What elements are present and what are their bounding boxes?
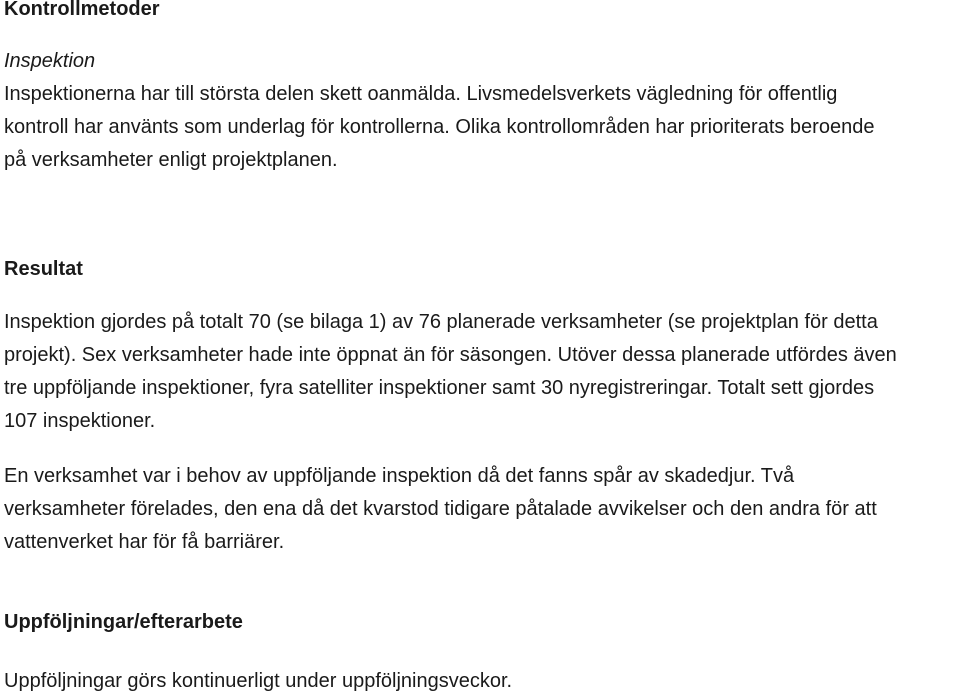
paragraph-line: tre uppföljande inspektioner, fyra satelliter inspektioner samt 30 nyregistreringar. Totalt sett gjordes	[4, 377, 875, 399]
section-heading-resultat: Resultat	[4, 258, 83, 280]
section-heading-kontrollmetoder: Kontrollmetoder	[4, 0, 160, 20]
paragraph-line: vattenverket har för få barriärer.	[4, 531, 285, 553]
paragraph-line: 107 inspektioner.	[4, 410, 156, 432]
paragraph-line: på verksamheter enligt projektplanen.	[4, 149, 338, 171]
paragraph-resultat-1	[4, 306, 897, 438]
paragraph-line: kontroll har använts som underlag för kontrollerna. Olika kontrollområden har prioriterats beroende	[4, 116, 875, 138]
paragraph-kontrollmetoder	[4, 78, 874, 177]
paragraph-line: En verksamhet var i behov av uppföljande inspektion då det fanns spår av skadedjur. Två	[4, 465, 795, 487]
paragraph-line: Inspektion gjordes på totalt 70 (se bilaga 1) av 76 planerade verksamheter (se projektplan för detta	[4, 311, 878, 333]
paragraph-line: Uppföljningar görs kontinuerligt under uppföljningsveckor.	[4, 670, 513, 692]
paragraph-uppfoljningar	[4, 665, 512, 698]
paragraph-resultat-2	[4, 460, 877, 559]
subheading-inspektion: Inspektion	[4, 50, 96, 72]
paragraph-line: Inspektionerna har till största delen skett oanmälda. Livsmedelsverkets vägledning för offentlig	[4, 83, 838, 105]
paragraph-line: projekt). Sex verksamheter hade inte öppnat än för säsongen. Utöver dessa planerade utfördes även	[4, 344, 897, 366]
section-heading-uppfoljningar: Uppföljningar/efterarbete	[4, 611, 243, 633]
paragraph-line: verksamheter förelades, den ena då det kvarstod tidigare påtalade avvikelser och den andra för att	[4, 498, 877, 520]
